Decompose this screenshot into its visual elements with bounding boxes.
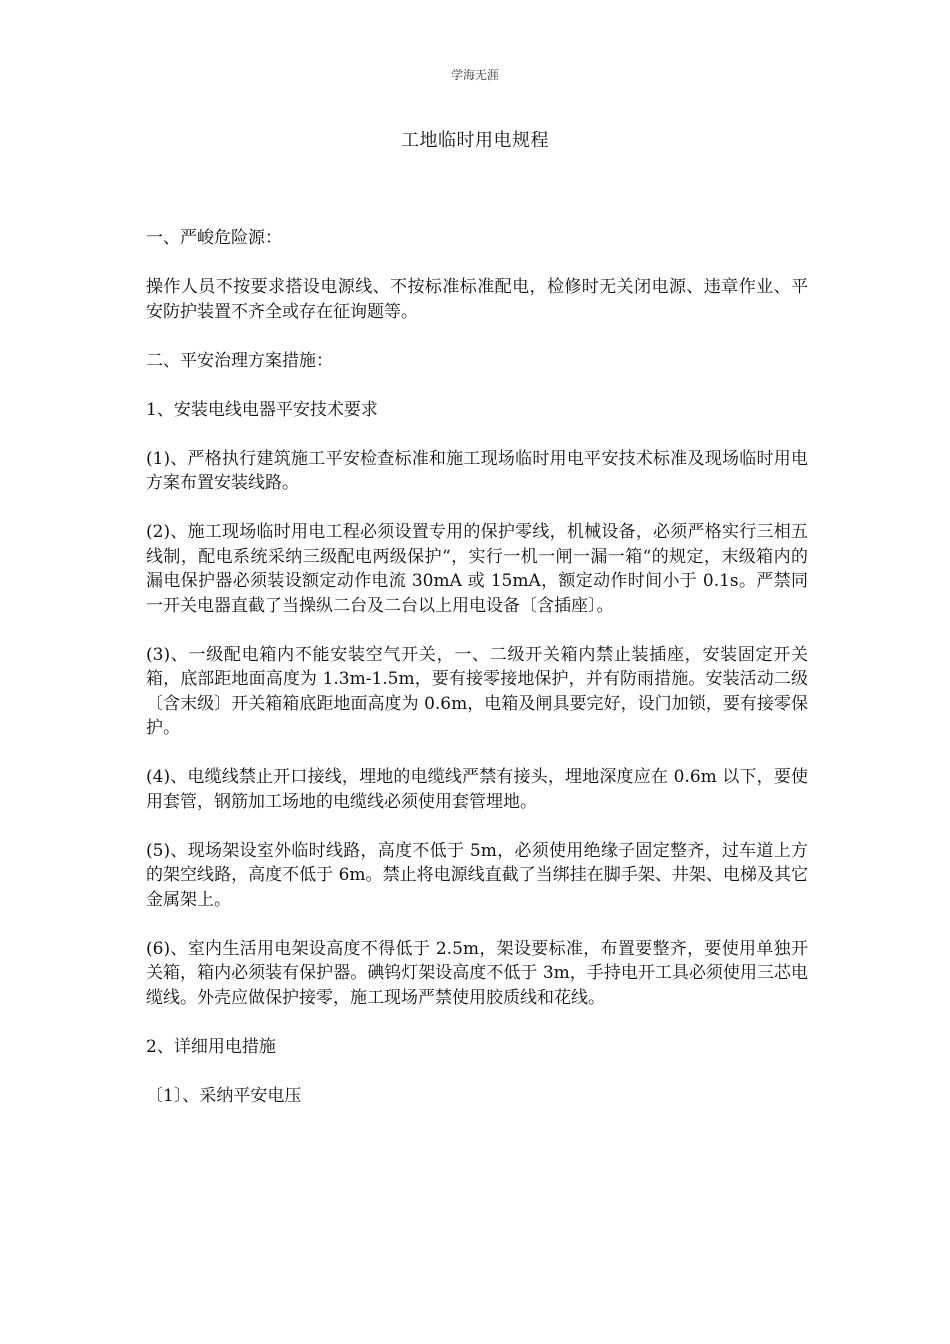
document-title: 工地临时用电规程 xyxy=(401,130,549,151)
paragraph-item-6: (6)、室内生活用电架设高度不得低于 2.5m，架设要标准，布置要整齐，要使用单独开关箱，箱内必须装有保护器。碘钨灯架设高度不低于 3m，手持电开工具必须使用三芯电缆线。外壳应做保护接零，施工现场严禁使用胶质线和花线。 xyxy=(146,938,808,1008)
section-heading-hazards: 一、严峻危险源： xyxy=(146,228,282,248)
page-header: 学海无涯 xyxy=(450,68,499,82)
subsection-heading-measures: 2、详细用电措施 xyxy=(146,1036,276,1057)
paragraph-item-4: (4)、电缆线禁止开口接线，埋地的电缆线严禁有接头，埋地深度应在 0.6m 以下，要使用套管，钢筋加工场地的电缆线必须使用套管埋地。 xyxy=(146,767,808,812)
paragraph-item-1: (1)、严格执行建筑施工平安检查标准和施工现场临时用电平安技术标准及现场临时用电方案布置安装线路。 xyxy=(146,448,808,493)
section-heading-measures: 二、平安治理方案措施： xyxy=(146,350,333,371)
subsection-heading-install: 1、安装电线电器平安技术要求 xyxy=(146,399,378,420)
paragraph-hazards: 操作人员不按要求搭设电源线、不按标准标准配电，检修时无关闭电源、违章作业、平安防护装置不齐全或存在征询题等。 xyxy=(146,277,808,322)
paragraph-item-5: (5)、现场架设室外临时线路，高度不低于 5m，必须使用绝缘子固定整齐，过车道上方的架空线路，高度不低于 6m。禁止将电源线直截了当绑挂在脚手架、井架、电梯及其它金属架上。 xyxy=(146,840,808,910)
document-body xyxy=(146,226,808,1133)
paragraph-item-3: (3)、一级配电箱内不能安装空气开关，一、二级开关箱内禁止装插座，安装固定开关箱，底部距地面高度为 1.3m-1.5m，要有接零接地保护，并有防雨措施。安装活动二级〔含末级〕开关箱箱底距地面高度为 0.6m，电箱及闸具要完好，设门加锁，要有接零保护。 xyxy=(146,644,808,738)
paragraph-safe-voltage: 〔1〕、采纳平安电压 xyxy=(146,1085,302,1106)
paragraph-item-2: (2)、施工现场临时用电工程必须设置专用的保护零线，机械设备，必须严格实行三相五线制，配电系统采纳三级配电两级保护“，实行一机一闸一漏一箱“的规定，末级箱内的漏电保护器必须装设额定动作电流 30mA 或 15mA，额定动作时间小于 0.1s。严禁同一开关电器直截了当操纵二台及二台以上用电设备〔含插座〕。 xyxy=(146,522,808,616)
